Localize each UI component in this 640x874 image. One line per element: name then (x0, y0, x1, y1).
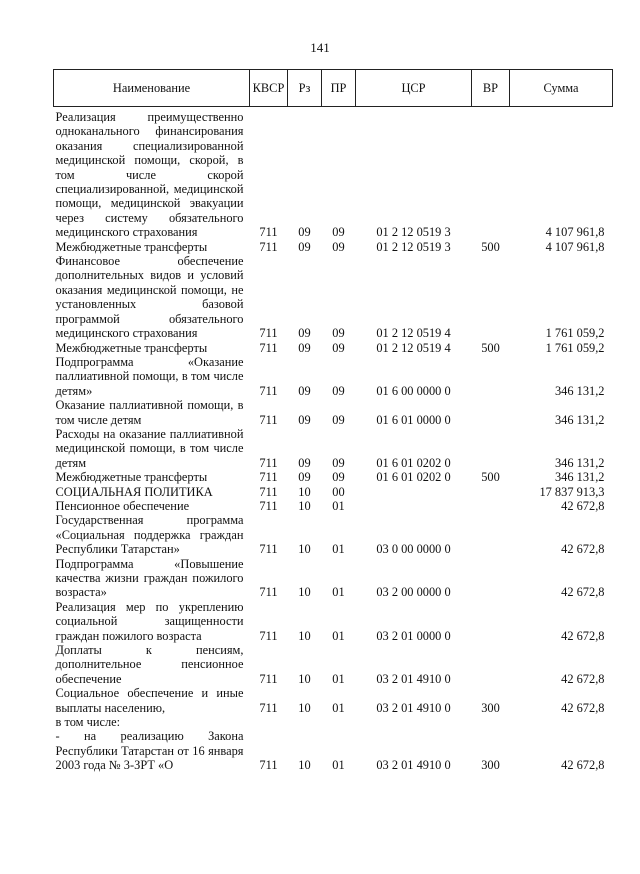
cell-rz: 09 (298, 383, 311, 398)
cell-kvsr: 711 (259, 628, 278, 643)
table-row (54, 470, 613, 484)
cell-rz: 10 (298, 542, 311, 557)
cell-rz: 09 (298, 455, 311, 470)
cell-sum: 42 672,8 (561, 542, 605, 557)
cell-name: Межбюджетные трансферты (55, 239, 208, 254)
cell-name: Социальное обеспечение и иные выплаты населению, (55, 686, 244, 715)
table-row (54, 499, 613, 513)
table-row (54, 427, 613, 470)
header-name: Наименование (54, 70, 250, 107)
header-kvsr: КВСР (250, 70, 288, 107)
header-csr: ЦСР (356, 70, 472, 107)
cell-pr: 01 (332, 671, 345, 686)
header-rz: Рз (288, 70, 322, 107)
cell-pr: 09 (332, 455, 345, 470)
cell-kvsr: 711 (259, 225, 278, 240)
cell-name: Реализация мер по укреплению социальной защищенности граждан пожилого возраста (55, 599, 244, 643)
header-pr: ПР (322, 70, 356, 107)
table-row (54, 557, 613, 600)
cell-csr: 03 2 01 4910 0 (376, 671, 451, 686)
cell-sum: 17 837 913,3 (539, 484, 605, 499)
cell-sum: 346 131,2 (554, 412, 605, 427)
cell-sum: 4 107 961,8 (545, 239, 605, 254)
cell-rz: 09 (298, 340, 311, 355)
cell-sum: 42 672,8 (561, 671, 605, 686)
cell-rz: 10 (298, 484, 311, 499)
cell-name: Финансовое обеспечение дополнительных видов и условий оказания медицинской помощи, не установленных базовой программой обязательного медицинского страхования (55, 254, 244, 341)
table-row (54, 513, 613, 556)
cell-sum: 346 131,2 (554, 470, 605, 485)
cell-rz: 10 (298, 758, 311, 773)
cell-name: Расходы на оказание паллиативной медицинской помощи, в том числе детям (55, 426, 244, 470)
cell-vr (472, 643, 510, 686)
cell-csr (356, 499, 472, 513)
cell-kvsr: 711 (259, 239, 278, 254)
cell-sum: 4 107 961,8 (545, 225, 605, 240)
cell-csr (356, 485, 472, 499)
cell-kvsr: 711 (259, 498, 278, 513)
cell-pr: 01 (332, 628, 345, 643)
cell-sum: 346 131,2 (554, 383, 605, 398)
cell-vr (472, 499, 510, 513)
cell-name: Межбюджетные трансферты (55, 470, 208, 485)
cell-rz: 10 (298, 700, 311, 715)
cell-sum: 42 672,8 (561, 628, 605, 643)
cell-name: Подпрограмма «Повышение качества жизни граждан пожилого возраста» (55, 556, 244, 600)
cell-vr (472, 715, 510, 729)
cell-csr: 01 2 12 0519 4 (376, 326, 451, 341)
cell-csr: 01 2 12 0519 4 (376, 340, 451, 355)
cell-name: СОЦИАЛЬНАЯ ПОЛИТИКА (55, 484, 213, 499)
cell-kvsr: 711 (259, 326, 278, 341)
cell-pr: 01 (332, 542, 345, 557)
cell-csr: 03 2 01 0000 0 (376, 628, 451, 643)
cell-sum (510, 715, 613, 729)
cell-pr: 09 (332, 383, 345, 398)
cell-sum: 346 131,2 (554, 455, 605, 470)
cell-sum: 42 672,8 (561, 498, 605, 513)
page-number: 141 (310, 40, 330, 55)
cell-kvsr: 711 (259, 455, 278, 470)
cell-rz: 09 (298, 470, 311, 485)
cell-name: - на реализацию Закона Республики Татарстан от 16 января 2003 года № 3-ЗРТ «О (55, 729, 244, 773)
table-row (54, 686, 613, 715)
cell-pr: 09 (332, 239, 345, 254)
cell-vr (472, 427, 510, 470)
header-vr: ВР (472, 70, 510, 107)
cell-csr: 03 2 01 4910 0 (376, 758, 451, 773)
cell-sum: 42 672,8 (561, 700, 605, 715)
cell-rz: 10 (298, 585, 311, 600)
cell-name: Доплаты к пенсиям, дополнительное пенсионное обеспечение (55, 643, 244, 686)
cell-name: Пенсионное обеспечение (55, 498, 190, 513)
cell-vr (472, 107, 510, 240)
table-row (54, 485, 613, 499)
cell-vr: 300 (481, 700, 500, 715)
cell-csr: 01 2 12 0519 3 (376, 225, 451, 240)
table-row (54, 643, 613, 686)
cell-kvsr: 711 (259, 585, 278, 600)
cell-name: Межбюджетные трансферты (55, 340, 208, 355)
cell-sum: 42 672,8 (561, 585, 605, 600)
table-row (54, 715, 613, 729)
cell-name: Реализация преимущественно одноканального финансирования оказания специализированной медицинской помощи, скорой, в том числе скорой специализированной, медицинской помощи, медицинской эвакуации через систему обязательного медицинского страхования (55, 110, 244, 240)
cell-pr: 01 (332, 585, 345, 600)
cell-vr: 300 (481, 758, 500, 773)
cell-vr (472, 600, 510, 643)
cell-rz: 09 (298, 239, 311, 254)
cell-rz: 09 (298, 412, 311, 427)
cell-rz: 09 (298, 225, 311, 240)
cell-kvsr: 711 (259, 470, 278, 485)
cell-vr: 500 (481, 470, 500, 485)
cell-name: Подпрограмма «Оказание паллиативной помощи, в том числе детям» (55, 354, 244, 398)
cell-vr (472, 355, 510, 398)
cell-name: в том числе: (55, 715, 121, 730)
cell-sum: 1 761 059,2 (545, 340, 605, 355)
table-row (54, 355, 613, 398)
table-row (54, 240, 613, 254)
cell-pr: 09 (332, 340, 345, 355)
cell-vr: 500 (481, 239, 500, 254)
cell-sum: 1 761 059,2 (545, 326, 605, 341)
cell-kvsr: 711 (259, 542, 278, 557)
cell-name: Государственная программа «Социальная поддержка граждан Республики Татарстан» (55, 513, 244, 557)
table-row (54, 600, 613, 643)
table-row (54, 341, 613, 355)
cell-pr: 09 (332, 412, 345, 427)
cell-kvsr: 711 (259, 340, 278, 355)
cell-kvsr: 711 (259, 412, 278, 427)
cell-csr: 01 6 01 0202 0 (376, 455, 451, 470)
table-row (54, 398, 613, 427)
cell-vr (472, 557, 510, 600)
cell-pr: 01 (332, 498, 345, 513)
header-sum: Сумма (510, 70, 613, 107)
budget-table (53, 69, 613, 773)
cell-csr: 01 6 01 0202 0 (376, 470, 451, 485)
cell-pr (322, 715, 356, 729)
cell-pr: 01 (332, 700, 345, 715)
cell-csr: 03 0 00 0000 0 (376, 542, 451, 557)
cell-csr: 03 2 00 0000 0 (376, 585, 451, 600)
cell-pr: 01 (332, 758, 345, 773)
cell-vr (472, 398, 510, 427)
cell-csr (356, 715, 472, 729)
cell-csr: 01 2 12 0519 3 (376, 239, 451, 254)
cell-name: Оказание паллиативной помощи, в том числе детям (55, 398, 244, 427)
cell-rz: 09 (298, 326, 311, 341)
cell-pr: 09 (332, 326, 345, 341)
cell-vr (472, 485, 510, 499)
cell-csr: 01 6 01 0000 0 (376, 412, 451, 427)
table-row (54, 107, 613, 240)
cell-kvsr (250, 715, 288, 729)
cell-vr: 500 (481, 340, 500, 355)
cell-kvsr: 711 (259, 700, 278, 715)
cell-vr (472, 254, 510, 340)
cell-pr: 09 (332, 470, 345, 485)
table-row (54, 254, 613, 340)
cell-kvsr: 711 (259, 484, 278, 499)
cell-pr: 00 (332, 484, 345, 499)
cell-kvsr: 711 (259, 758, 278, 773)
cell-sum: 42 672,8 (561, 758, 605, 773)
cell-rz: 10 (298, 498, 311, 513)
cell-kvsr: 711 (259, 671, 278, 686)
cell-csr: 01 6 00 0000 0 (376, 383, 451, 398)
cell-rz: 10 (298, 628, 311, 643)
table-header-row (54, 70, 613, 107)
cell-kvsr: 711 (259, 383, 278, 398)
cell-rz (288, 715, 322, 729)
table-row (54, 729, 613, 772)
cell-csr: 03 2 01 4910 0 (376, 700, 451, 715)
cell-pr: 09 (332, 225, 345, 240)
cell-vr (472, 513, 510, 556)
cell-rz: 10 (298, 671, 311, 686)
